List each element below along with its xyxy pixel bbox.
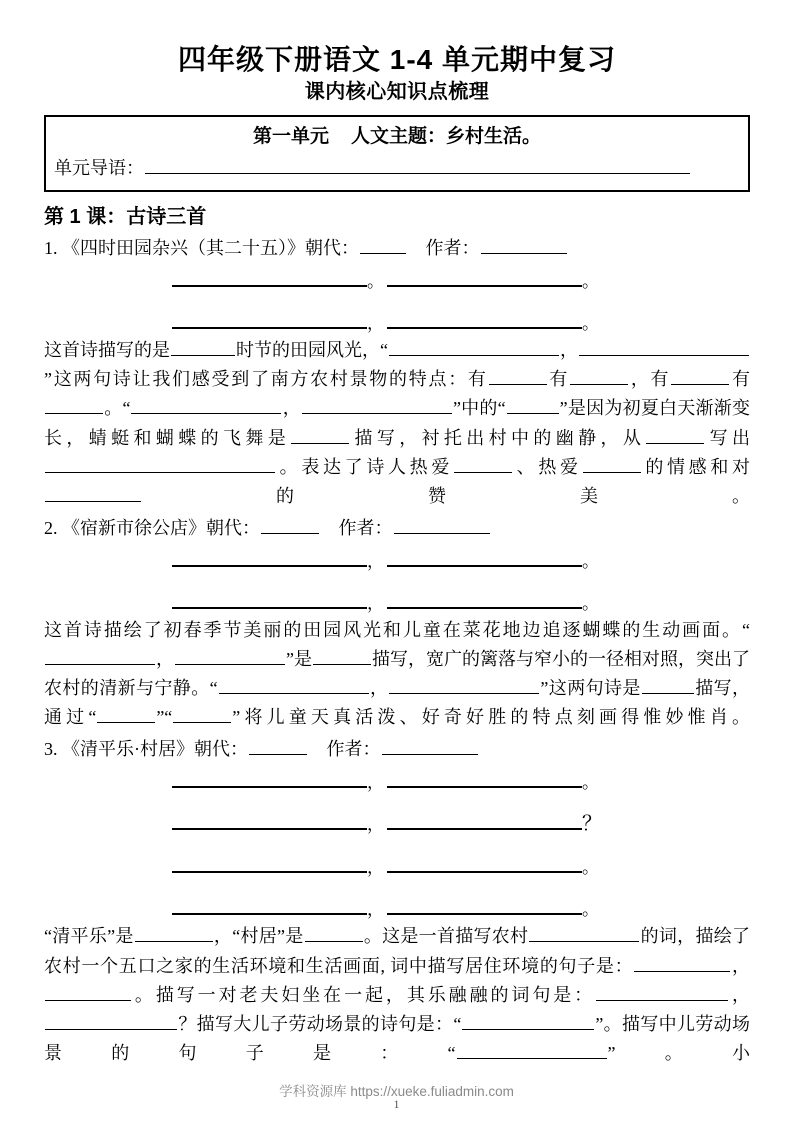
poem-3-line-4-blank-a[interactable] bbox=[172, 896, 367, 915]
a1-t13: 描写，衬托出村中的幽静，从 bbox=[350, 427, 646, 448]
a2-t1: 这首诗描绘了初春季节美丽的田园风光和儿童在菜花地边追逐蝴蝶的生动画面。“ bbox=[44, 619, 750, 640]
poem-3-dynasty-blank[interactable] bbox=[249, 736, 307, 755]
a1-t12: ”是因为初夏白天渐渐变长，蜻蜓和蝴蝶的飞舞是 bbox=[44, 398, 750, 448]
poem-1-line-1-blank-a[interactable] bbox=[172, 268, 367, 287]
unit-info-box bbox=[44, 115, 750, 192]
poem-1-blank-lines bbox=[44, 268, 750, 332]
a1-t14: 写出 bbox=[705, 427, 751, 448]
poem-3-analysis bbox=[44, 922, 750, 1068]
poem-3-line-4 bbox=[44, 896, 750, 918]
a1-t10: ”中的 bbox=[452, 398, 498, 419]
unit-heading-theme: 人文主题：乡村生活。 bbox=[351, 126, 542, 147]
poem-1-line-2-blank-b[interactable] bbox=[387, 310, 582, 329]
poem-3-line-2-punc-b: ？ bbox=[582, 813, 602, 836]
poem-3-line-2-blank-a[interactable] bbox=[172, 811, 367, 830]
a3-t5: ， bbox=[731, 955, 751, 976]
poem-2-line-2-punc-a: ， bbox=[367, 593, 384, 613]
poem-2-line-1-blank-a[interactable] bbox=[172, 548, 367, 567]
poem-3-line-2 bbox=[44, 811, 750, 834]
page-subtitle: 课内核心知识点梳理 bbox=[304, 81, 490, 103]
a2-blank-6[interactable] bbox=[642, 675, 694, 694]
poem-1-header bbox=[44, 233, 750, 264]
poem-2-line-2-punc-b: 。 bbox=[582, 593, 599, 613]
poem-1-line-2-punc-a: ， bbox=[367, 314, 384, 334]
poem-2-name: 《宿新市徐公店》 bbox=[62, 518, 206, 539]
poem-3-line-4-blank-b[interactable] bbox=[387, 896, 582, 915]
a3-t4: 的词，描绘了农村一个五口之家的生活环境和生活画面, 词中描写居住环境的句子是： bbox=[44, 926, 751, 976]
a1-t8: 。“ bbox=[104, 398, 131, 419]
poem-1-index: 1. bbox=[44, 238, 58, 259]
a1-blank-11[interactable] bbox=[291, 425, 349, 444]
a2-blank-2[interactable] bbox=[175, 646, 285, 665]
unit-guide-label: 单元导语： bbox=[54, 157, 144, 178]
poem-3-dynasty-label: 朝代： bbox=[194, 739, 248, 760]
poem-2-line-1-punc-b: 。 bbox=[582, 551, 599, 571]
lesson-title: 第 1 课：古诗三首 bbox=[44, 206, 207, 229]
a1-blank-13[interactable] bbox=[45, 454, 275, 473]
poem-1-line-2-blank-a[interactable] bbox=[172, 310, 367, 329]
a2-t5: ， bbox=[369, 678, 389, 699]
poem-3-line-3-punc-b: 。 bbox=[582, 858, 599, 878]
poem-3-line-2-blank-b[interactable] bbox=[387, 811, 582, 830]
a2-t4: 描写，宽广的篱落与窄小的一径相对照，突出了农村的清新与宁静。“ bbox=[44, 648, 750, 699]
page-content bbox=[44, 30, 750, 1069]
poem-1-line-1-blank-b[interactable] bbox=[387, 268, 582, 287]
a3-t2: ，“村居”是 bbox=[213, 926, 304, 947]
a1-blank-1[interactable] bbox=[171, 337, 235, 356]
a1-t9: ， bbox=[282, 398, 301, 419]
poem-2-author-label: 作者： bbox=[338, 518, 393, 539]
a2-t6: ”这两句诗是 bbox=[540, 678, 641, 699]
poem-3-line-1-punc-b: 。 bbox=[582, 773, 599, 793]
a3-t7: ， bbox=[729, 984, 751, 1005]
poem-3-blank-lines bbox=[44, 769, 750, 918]
a1-t7: 有 bbox=[730, 369, 751, 390]
poem-2-dynasty-label: 朝代： bbox=[206, 518, 260, 539]
a1-t16: 、热爱 bbox=[513, 456, 582, 477]
poem-3-line-3-blank-a[interactable] bbox=[172, 854, 367, 873]
poem-2-line-1-punc-a: ， bbox=[367, 551, 384, 571]
poem-1-line-2 bbox=[44, 310, 750, 332]
a1-t18: 的赞美。 bbox=[142, 485, 750, 506]
a1-blank-5[interactable] bbox=[570, 366, 628, 385]
poem-1-dynasty-label: 朝代： bbox=[305, 238, 359, 259]
a1-blank-15[interactable] bbox=[583, 454, 641, 473]
a2-blank-3[interactable] bbox=[313, 646, 371, 665]
poem-3-line-1-punc-a: ， bbox=[367, 773, 384, 793]
a2-t8: ”“ bbox=[156, 707, 173, 728]
a1-blank-10[interactable] bbox=[507, 395, 559, 414]
poem-3-line-3-blank-b[interactable] bbox=[387, 854, 582, 873]
a1-t2: 时节的田园风光，“ bbox=[236, 340, 388, 361]
poem-3-name: 《清平乐·村居》 bbox=[62, 739, 194, 760]
a1-blank-9[interactable] bbox=[302, 395, 452, 414]
poem-3-author-label: 作者： bbox=[326, 739, 381, 760]
poem-1-dynasty-blank[interactable] bbox=[360, 235, 406, 254]
unit-guide-blank[interactable] bbox=[145, 155, 690, 174]
poem-2-line-2-blank-b[interactable] bbox=[387, 590, 582, 609]
poem-3-line-1-blank-a[interactable] bbox=[172, 769, 367, 788]
a2-blank-1[interactable] bbox=[45, 646, 155, 665]
poem-1-analysis bbox=[44, 336, 750, 511]
unit-guide-row bbox=[54, 154, 740, 183]
a3-blank-2[interactable] bbox=[305, 923, 363, 942]
a3-blank-6[interactable] bbox=[596, 982, 728, 1001]
poem-3-line-1 bbox=[44, 769, 750, 791]
poem-3-line-4-punc-b: 。 bbox=[582, 900, 599, 920]
a2-blank-7[interactable] bbox=[97, 704, 155, 723]
a2-blank-4[interactable] bbox=[219, 675, 369, 694]
poem-2-header bbox=[44, 513, 750, 544]
a1-blank-4[interactable] bbox=[489, 366, 547, 385]
a3-blank-5[interactable] bbox=[45, 982, 131, 1001]
a2-t9: ”将儿童天真活泼、好奇好胜的特点刻画得惟妙惟肖。 bbox=[232, 707, 750, 728]
a2-t3: ”是 bbox=[286, 648, 312, 669]
poem-1-line-1-punc-a: 。 bbox=[367, 271, 384, 291]
a3-t10: ”。描写中儿劳动场景的句子是：“ bbox=[44, 1013, 750, 1064]
a1-t4: ”这两句诗让我们感受到了南方农村景物的特点：有 bbox=[44, 369, 488, 390]
a2-t7: 描写，通过“ bbox=[44, 678, 750, 728]
poem-3-line-3-punc-a: ， bbox=[367, 858, 384, 878]
a3-blank-1[interactable] bbox=[135, 923, 213, 942]
poem-3-author-blank[interactable] bbox=[382, 736, 478, 755]
page-number: 1 bbox=[393, 1097, 400, 1111]
a1-blank-8[interactable] bbox=[131, 395, 281, 414]
a1-t3: ， bbox=[560, 340, 578, 361]
unit-heading bbox=[54, 123, 740, 152]
a2-blank-8[interactable] bbox=[173, 704, 231, 723]
a1-blank-2[interactable] bbox=[389, 337, 559, 356]
poem-1-author-blank[interactable] bbox=[481, 235, 567, 254]
poem-3-header bbox=[44, 734, 750, 765]
poem-1-author-label: 作者： bbox=[425, 238, 480, 259]
poem-1-name: 《四时田园杂兴（其二十五）》 bbox=[62, 238, 305, 259]
a3-t6: 。描写一对老夫妇坐在一起，其乐融融的词句是： bbox=[132, 984, 596, 1005]
poem-3-line-3 bbox=[44, 854, 750, 876]
poem-2-index: 2. bbox=[44, 518, 58, 539]
a1-blank-6[interactable] bbox=[671, 366, 729, 385]
footer-watermark: 学科资源库 https://xueke.fuliadmin.com bbox=[279, 1084, 514, 1099]
poem-1-line-1-punc-b: 。 bbox=[582, 271, 599, 291]
poem-3-line-2-punc-a: ， bbox=[367, 815, 384, 835]
a2-blank-5[interactable] bbox=[389, 675, 539, 694]
poem-1-line-1 bbox=[44, 268, 750, 290]
a1-blank-12[interactable] bbox=[646, 425, 704, 444]
a1-t5: 有 bbox=[547, 369, 570, 390]
poem-2-dynasty-blank[interactable] bbox=[261, 515, 319, 534]
page-title: 四年级下册语文 1-4 单元期中复习 bbox=[177, 44, 617, 75]
poem-2-line-2 bbox=[44, 590, 750, 612]
poem-2-line-2-blank-a[interactable] bbox=[172, 590, 367, 609]
poem-2-line-1 bbox=[44, 548, 750, 570]
a3-blank-8[interactable] bbox=[462, 1011, 594, 1030]
poem-3-line-1-blank-b[interactable] bbox=[387, 769, 582, 788]
poem-3-index: 3. bbox=[44, 739, 58, 760]
poem-1-line-2-punc-b: 。 bbox=[582, 314, 599, 334]
a1-t1: 这首诗描写的是 bbox=[44, 340, 170, 361]
a1-blank-3[interactable] bbox=[579, 337, 749, 356]
a1-t11: “ bbox=[497, 398, 506, 419]
a3-t1: “清平乐”是 bbox=[44, 926, 134, 947]
a3-t9: “ bbox=[453, 1013, 462, 1034]
poem-2-line-1-blank-b[interactable] bbox=[387, 548, 582, 567]
a1-t17: 的情感和对 bbox=[641, 456, 751, 477]
a3-t3: 。这是一首描写农村 bbox=[363, 926, 529, 947]
a1-t6: ，有 bbox=[629, 369, 671, 390]
a1-blank-16[interactable] bbox=[45, 483, 141, 502]
a3-t11: ”。小 bbox=[607, 1043, 750, 1064]
poem-3-line-4-punc-a: ， bbox=[367, 900, 384, 920]
a1-blank-7[interactable] bbox=[45, 395, 103, 414]
poem-2-analysis bbox=[44, 616, 750, 733]
a3-t8: ？描写大儿子劳动场景的诗句是： bbox=[178, 1013, 454, 1034]
a2-t2: ， bbox=[156, 648, 174, 669]
a3-blank-4[interactable] bbox=[634, 953, 730, 972]
a3-blank-9[interactable] bbox=[457, 1040, 607, 1059]
a1-t15: 。表达了诗人热爱 bbox=[276, 456, 453, 477]
unit-heading-number: 第一单元 bbox=[252, 126, 329, 147]
a3-blank-3[interactable] bbox=[529, 923, 639, 942]
a3-blank-7[interactable] bbox=[45, 1011, 177, 1030]
poem-2-blank-lines bbox=[44, 548, 750, 612]
a1-blank-14[interactable] bbox=[454, 454, 512, 473]
poem-2-author-blank[interactable] bbox=[394, 515, 490, 534]
